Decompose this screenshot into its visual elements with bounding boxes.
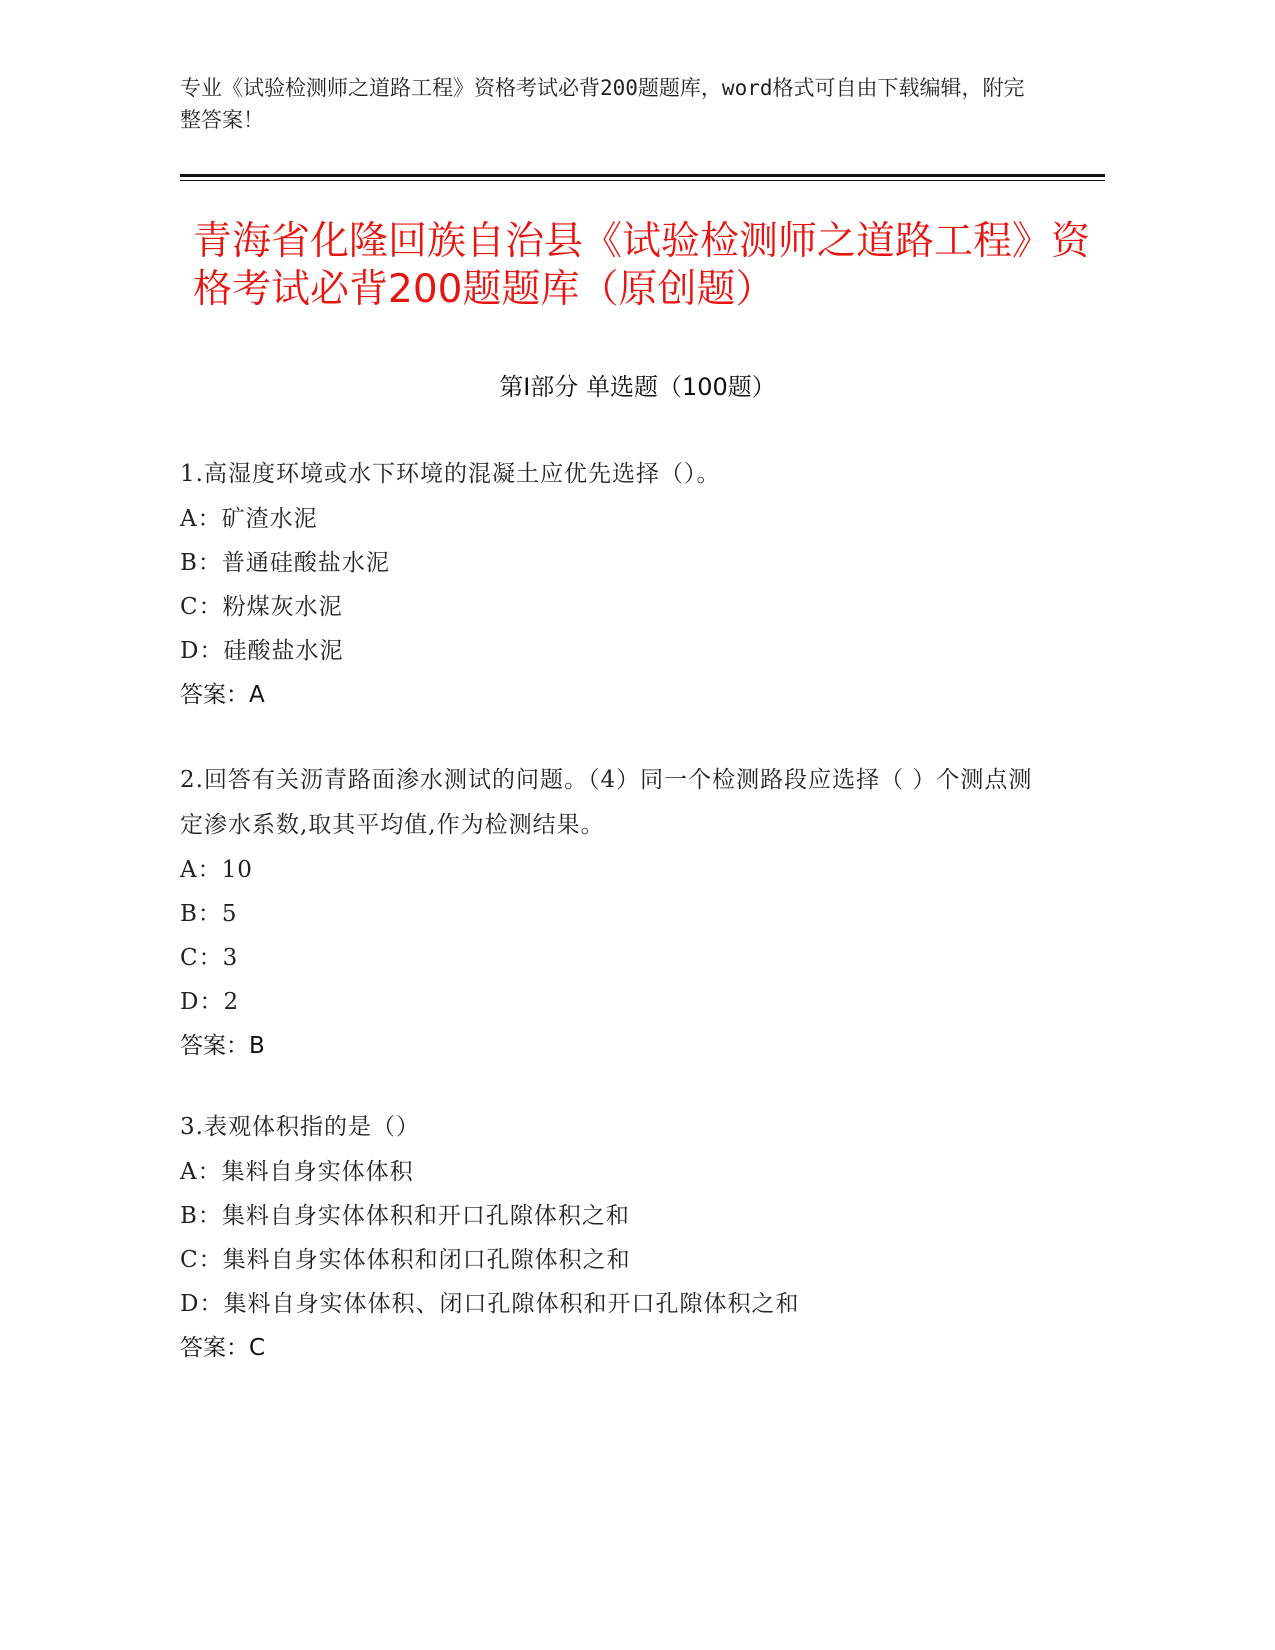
question-stem: 3.表观体积指的是（）: [180, 1114, 420, 1140]
header-rule-thick: [180, 174, 1105, 177]
option-c: C：3: [180, 945, 239, 971]
header-rule-thin: [180, 180, 1105, 181]
question-2: [180, 758, 1040, 1068]
option-a: A：10: [180, 857, 253, 883]
option-d: D：集料自身实体体积、闭口孔隙体积和开口孔隙体积之和: [180, 1291, 800, 1317]
answer: 答案：B: [180, 1033, 265, 1059]
section-title: 第I部分 单选题（100题）: [499, 373, 776, 401]
option-a: A：集料自身实体体积: [180, 1159, 414, 1185]
document-title: 青海省化隆回族自治县《试验检测师之道路工程》资格考试必背200题题库（原创题）: [193, 219, 1091, 312]
option-b: B：5: [180, 901, 238, 927]
option-c: C：集料自身实体体积和闭口孔隙体积之和: [180, 1247, 631, 1273]
question-stem: 1.高湿度环境或水下环境的混凝土应优先选择（）。: [180, 461, 721, 487]
answer: 答案：A: [180, 682, 265, 708]
option-a: A：矿渣水泥: [180, 506, 318, 532]
option-b: B：集料自身实体体积和开口孔隙体积之和: [180, 1203, 630, 1229]
option-b: B：普通硅酸盐水泥: [180, 550, 390, 576]
option-d: D：2: [180, 989, 240, 1015]
question-stem: 2.回答有关沥青路面渗水测试的问题。（4）同一个检测路段应选择（ ）个测点测定渗水系数,取其平均值,作为检测结果。: [180, 767, 1033, 838]
header-note: 专业《试验检测师之道路工程》资格考试必背200题题库，word格式可自由下载编辑，附完整答案！: [180, 76, 1025, 132]
option-d: D：硅酸盐水泥: [180, 638, 344, 664]
option-c: C：粉煤灰水泥: [180, 594, 343, 620]
question-1: [180, 452, 1040, 717]
answer: 答案：C: [180, 1335, 266, 1361]
question-3: [180, 1105, 1040, 1370]
